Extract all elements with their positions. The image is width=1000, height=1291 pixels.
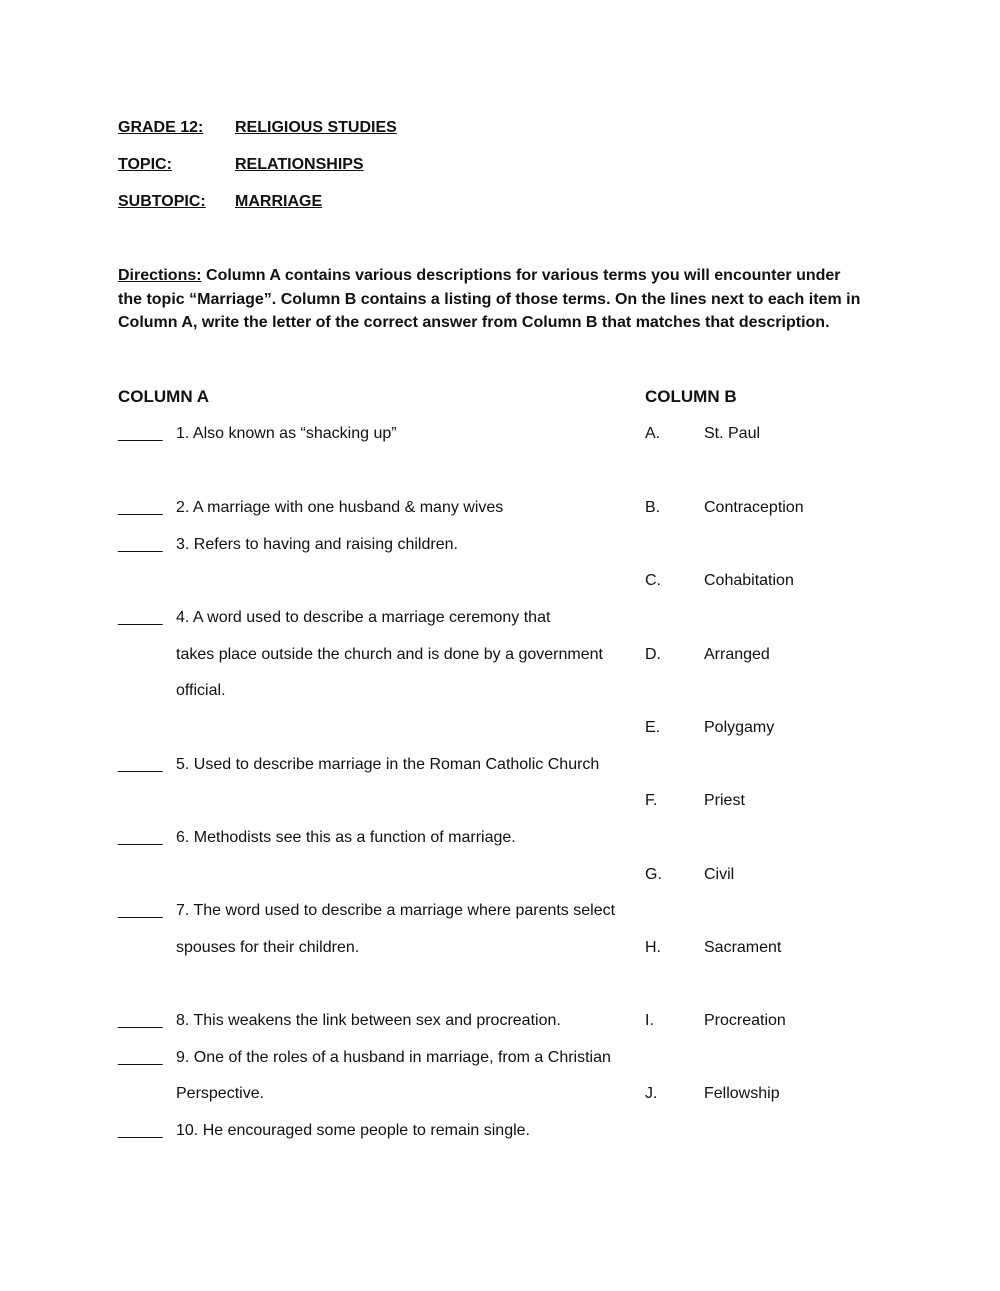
answer-letter-g: G. xyxy=(645,866,662,883)
answer-blank[interactable]: _____ xyxy=(118,425,163,442)
answer-term-i: Procreation xyxy=(704,1012,786,1029)
answer-blank[interactable]: _____ xyxy=(118,1012,163,1029)
answer-letter-f: F. xyxy=(645,792,658,809)
answer-letter-e: E. xyxy=(645,719,661,736)
question-1: 1. Also known as “shacking up” xyxy=(176,425,397,442)
question-3: 3. Refers to having and raising children. xyxy=(176,536,458,553)
grade-label: GRADE 12: xyxy=(118,119,204,136)
grade-value: RELIGIOUS STUDIES xyxy=(235,119,397,136)
answer-term-a: St. Paul xyxy=(704,425,761,442)
answer-letter-h: H. xyxy=(645,939,661,956)
answer-blank[interactable]: _____ xyxy=(118,609,163,626)
question-7-line-2: spouses for their children. xyxy=(176,939,360,956)
question-10: 10. He encouraged some people to remain single. xyxy=(176,1122,530,1139)
question-4-line-2: takes place outside the church and is done by a government xyxy=(176,646,603,663)
column-b-heading: COLUMN B xyxy=(645,387,737,406)
answer-letter-c: C. xyxy=(645,572,661,589)
question-6: 6. Methodists see this as a function of marriage. xyxy=(176,829,516,846)
directions-paragraph xyxy=(118,264,863,335)
answer-letter-j: J. xyxy=(645,1085,658,1102)
question-9-line-1: 9. One of the roles of a husband in marriage, from a Christian xyxy=(176,1049,611,1066)
answer-term-c: Cohabitation xyxy=(704,572,794,589)
answer-term-f: Priest xyxy=(704,792,745,809)
answer-letter-a: A. xyxy=(645,425,661,442)
answer-blank[interactable]: _____ xyxy=(118,1122,163,1139)
answer-term-j: Fellowship xyxy=(704,1085,780,1102)
question-5: 5. Used to describe marriage in the Roman Catholic Church xyxy=(176,756,600,773)
directions-label: Directions: xyxy=(118,267,202,284)
answer-blank[interactable]: _____ xyxy=(118,902,163,919)
answer-letter-d: D. xyxy=(645,646,661,663)
answer-blank[interactable]: _____ xyxy=(118,499,163,516)
column-a-heading: COLUMN A xyxy=(118,387,209,406)
question-4-line-1: 4. A word used to describe a marriage ceremony that xyxy=(176,609,551,626)
answer-term-d: Arranged xyxy=(704,646,770,663)
question-2: 2. A marriage with one husband & many wives xyxy=(176,499,504,516)
topic-label: TOPIC: xyxy=(118,156,172,173)
answer-blank[interactable]: _____ xyxy=(118,1049,163,1066)
answer-term-g: Civil xyxy=(704,866,735,883)
question-9-line-2: Perspective. xyxy=(176,1085,265,1102)
answer-letter-i: I. xyxy=(645,1012,654,1029)
answer-term-h: Sacrament xyxy=(704,939,782,956)
answer-blank[interactable]: _____ xyxy=(118,536,163,553)
question-4-line-3: official. xyxy=(176,682,226,699)
subtopic-value: MARRIAGE xyxy=(235,193,323,210)
subtopic-label: SUBTOPIC: xyxy=(118,193,206,210)
answer-blank[interactable]: _____ xyxy=(118,829,163,846)
answer-blank[interactable]: _____ xyxy=(118,756,163,773)
answer-term-e: Polygamy xyxy=(704,719,775,736)
question-7-line-1: 7. The word used to describe a marriage where parents select xyxy=(176,902,616,919)
answer-term-b: Contraception xyxy=(704,499,804,516)
topic-value: RELATIONSHIPS xyxy=(235,156,364,173)
question-8: 8. This weakens the link between sex and procreation. xyxy=(176,1012,561,1029)
directions-text: Column A contains various descriptions for various terms you will encounter under the topic “Marriage”. Column B contains a listing of those terms. On the lines next to each item in Column A, write the letter of the correct answer from Column B that matches that description. xyxy=(118,267,861,331)
answer-letter-b: B. xyxy=(645,499,661,516)
